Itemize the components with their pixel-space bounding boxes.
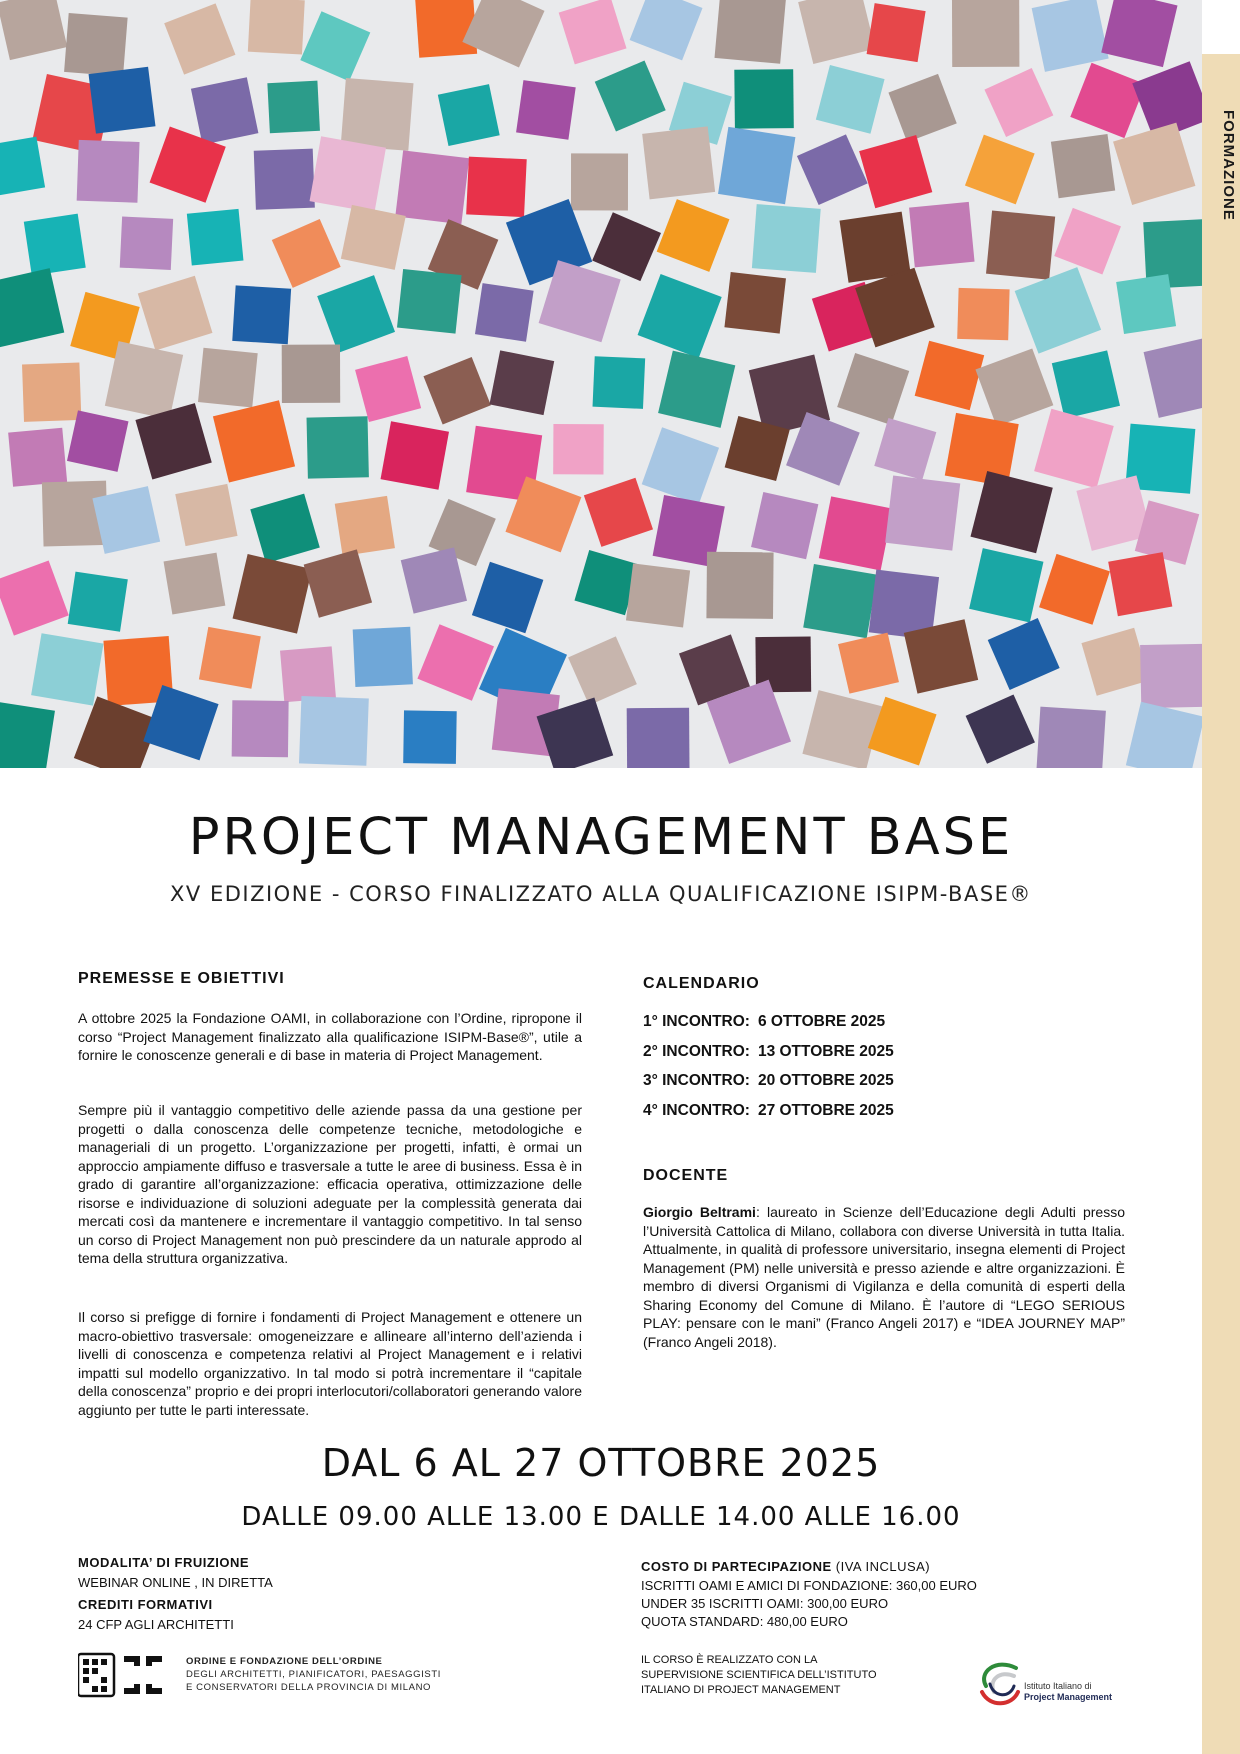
confetti-square — [657, 199, 730, 272]
confetti-square — [300, 11, 370, 81]
confetti-square — [1032, 0, 1109, 72]
confetti-square — [68, 572, 128, 632]
confetti-square — [885, 476, 960, 551]
confetti-square — [67, 410, 129, 472]
costo-line-3: QUOTA STANDARD: 480,00 EURO — [641, 1614, 848, 1629]
confetti-square — [724, 272, 786, 334]
confetti-square — [957, 288, 1009, 340]
confetti-square — [353, 627, 413, 687]
confetti-square — [250, 494, 320, 564]
confetti-square — [403, 710, 457, 764]
isipm-text — [1024, 1681, 1112, 1703]
sup-line-2: SUPERVISIONE SCIENTIFICA DELL’ISTITUTO — [641, 1669, 877, 1681]
confetti-square — [462, 0, 544, 67]
confetti-square — [627, 708, 690, 768]
calendar-item-number: 4° INCONTRO: — [643, 1102, 750, 1119]
calendar-item-number: 1° INCONTRO: — [643, 1013, 750, 1030]
confetti-square — [8, 428, 67, 487]
isipm-swirl-icon — [976, 1658, 1022, 1708]
confetti-square — [966, 694, 1035, 763]
confetti-square — [282, 344, 341, 403]
confetti-square — [593, 356, 646, 409]
confetti-square — [571, 153, 628, 210]
confetti-square — [859, 135, 932, 208]
course-dates: DAL 6 AL 27 OTTOBRE 2025 — [321, 1441, 881, 1485]
org-line-2: DEGLI ARCHITETTI, PIANIFICATORI, PAESAGGISTI — [186, 1669, 441, 1680]
sidebar-label: FORMAZIONE — [1220, 110, 1237, 221]
confetti-square — [341, 205, 406, 270]
confetti-square — [965, 135, 1035, 205]
confetti-square — [751, 492, 818, 559]
hero-confetti-artwork — [0, 0, 1202, 768]
confetti-square — [475, 283, 534, 342]
confetti-square — [254, 149, 315, 210]
confetti-square — [74, 696, 159, 768]
calendar-item-date: 27 OTTOBRE 2025 — [757, 1102, 894, 1119]
confetti-square — [0, 0, 67, 60]
org-line-3: E CONSERVATORI DELLA PROVINCIA DI MILANO — [186, 1682, 432, 1693]
confetti-square — [232, 285, 291, 344]
confetti-square — [658, 351, 735, 428]
confetti-square — [77, 140, 140, 203]
course-hours: DALLE 09.00 ALLE 13.00 E DALLE 14.00 ALLE 16.00 — [241, 1502, 961, 1532]
confetti-square — [1036, 707, 1106, 768]
confetti-square — [945, 413, 1019, 487]
calendar-item-date: 6 OTTOBRE 2025 — [757, 1013, 886, 1030]
confetti-square — [164, 3, 235, 74]
confetti-square — [874, 418, 936, 480]
confetti-square — [706, 552, 773, 619]
confetti-square — [734, 69, 794, 129]
confetti-square — [1052, 350, 1120, 418]
confetti-square — [838, 633, 899, 694]
premesse-paragraph-2: Sempre più il vantaggio competitivo delle aziende passa da una gestione per progetti o dalla conoscenza delle competenze tecniche, metodologiche e manageriali di un progetto. L’organizzazione per progetti, infatti, è ormai un approccio ampiamente diffuso e trasversale a tutte le aree di business. Essa è in grado di garantire all’organizzazione: efficacia operativa, ottimizzazione delle risorse e individuazione di soluzioni adeguate per la complessità generata dai mercati così da mantenere e incrementare il vantaggio competitivo. In tal senso un corso di Project Management non può prescindere da un naturale approdo al tema della struttura organizzativa. — [78, 1102, 582, 1266]
oami-logo — [78, 1652, 178, 1698]
isipm-line-2: Project Management — [1024, 1692, 1113, 1702]
isipm-line-1: Istituto Italiano di — [1024, 1681, 1092, 1691]
confetti-square — [595, 61, 666, 132]
confetti-square — [1081, 628, 1149, 696]
calendar-item-3 — [643, 1072, 894, 1090]
confetti-square — [984, 68, 1053, 137]
confetti-square — [559, 0, 627, 64]
calendar-item-date: 20 OTTOBRE 2025 — [757, 1072, 894, 1089]
calendar-item-date: 13 OTTOBRE 2025 — [757, 1043, 894, 1060]
confetti-square — [592, 212, 661, 281]
confetti-square — [802, 690, 882, 768]
confetti-square — [803, 564, 877, 638]
confetti-square — [837, 353, 909, 425]
page-title: PROJECT MANAGEMENT BASE — [188, 808, 1014, 867]
confetti-square — [568, 636, 637, 705]
confetti-square — [975, 348, 1053, 426]
confetti-square — [198, 348, 258, 408]
confetti-square — [1126, 702, 1202, 768]
confetti-square — [89, 67, 156, 134]
confetti-square — [752, 204, 821, 273]
confetti-square — [138, 276, 213, 351]
confetti-square — [0, 561, 69, 636]
confetti-square — [642, 126, 715, 199]
confetti-square — [797, 134, 868, 205]
sidebar-band — [1202, 54, 1240, 1754]
confetti-squares — [0, 0, 1202, 768]
confetti-square — [1070, 63, 1145, 138]
confetti-square — [642, 427, 719, 504]
confetti-square — [819, 496, 893, 570]
confetti-square — [0, 701, 55, 768]
docente-name: Giorgio Beltrami — [643, 1204, 756, 1220]
confetti-square — [1144, 337, 1202, 418]
modalita-value: WEBINAR ONLINE , IN DIRETTA — [78, 1575, 273, 1590]
docente-bio — [643, 1203, 1125, 1351]
confetti-square — [516, 80, 576, 140]
confetti-square — [310, 136, 386, 212]
isipm-logo — [976, 1658, 1022, 1708]
confetti-square — [272, 219, 341, 288]
confetti-square — [1116, 274, 1176, 334]
confetti-square — [718, 127, 795, 204]
confetti-square — [199, 627, 261, 689]
oami-organization-text — [186, 1655, 486, 1694]
confetti-square — [1034, 409, 1114, 489]
confetti-square — [105, 341, 183, 419]
confetti-square — [839, 212, 910, 283]
confetti-square — [355, 356, 421, 422]
confetti-square — [423, 357, 490, 424]
premesse-heading: PREMESSE E OBIETTIVI — [78, 970, 285, 987]
confetti-square — [1039, 554, 1110, 625]
confetti-square — [638, 274, 722, 358]
confetti-square — [120, 217, 173, 270]
crediti-heading: CREDITI FORMATIVI — [78, 1597, 213, 1612]
confetti-square — [816, 65, 885, 134]
confetti-square — [714, 0, 785, 64]
supervision-text — [641, 1653, 941, 1698]
confetti-square — [381, 421, 449, 489]
confetti-square — [1140, 644, 1202, 708]
confetti-square — [164, 553, 226, 615]
calendar-item-number: 3° INCONTRO: — [643, 1072, 750, 1089]
docente-bio-text: : laureato in Scienze dell’Educazione degli Adulti presso l’Università Cattolica di Milano, collabora con diverse Università in tutta Italia. Attualmente, in qualità di professore universitario, insegna elementi di Project Management (PM) nelle università e presso aziende e altre organizzazioni. È membro di diversi Organismi di Vigilanza e della comunità di esperti della Sharing Economy del Comune di Milano. È l’autore di “LEGO SERIOUS PLAY: pensare con le mani” (Franco Angeli 2017) e “IDEA JOURNEY MAP” (Franco Angeli 2018). — [643, 1204, 1125, 1350]
confetti-square — [317, 275, 395, 353]
confetti-square — [415, 0, 477, 58]
confetti-square — [867, 3, 926, 62]
costo-line-1: ISCRITTI OAMI E AMICI DI FONDAZIONE: 360,00 EURO — [641, 1578, 977, 1593]
confetti-square — [1108, 552, 1172, 616]
confetti-square — [969, 548, 1043, 622]
confetti-square — [233, 554, 313, 634]
costo-note: (IVA INCLUSA) — [835, 1559, 931, 1574]
sup-line-3: ITALIANO DI PROJECT MANAGEMENT — [641, 1684, 841, 1696]
confetti-square — [798, 0, 875, 64]
confetti-square — [986, 211, 1055, 280]
confetti-square — [626, 563, 690, 627]
confetti-square — [248, 0, 305, 54]
confetti-square — [466, 157, 527, 218]
confetti-square — [395, 150, 469, 224]
confetti-square — [988, 618, 1060, 690]
confetti-square — [0, 137, 45, 197]
confetti-square — [1101, 0, 1177, 67]
confetti-square — [31, 633, 103, 705]
confetti-square — [304, 549, 372, 617]
confetti-square — [1051, 134, 1115, 198]
calendar-item-2 — [643, 1043, 894, 1061]
calendario-heading: CALENDARIO — [643, 975, 760, 992]
confetti-square — [584, 478, 653, 547]
confetti-square — [1054, 208, 1121, 275]
confetti-square — [24, 214, 86, 276]
confetti-square — [64, 13, 128, 77]
confetti-square — [553, 424, 604, 475]
confetti-square — [489, 350, 554, 415]
oami-logo-icon — [78, 1652, 178, 1698]
confetti-square — [22, 363, 81, 422]
confetti-square — [335, 496, 395, 556]
confetti-square — [630, 0, 703, 60]
confetti-square — [952, 0, 1019, 67]
docente-heading: DOCENTE — [643, 1167, 729, 1184]
calendar-item-1 — [643, 1013, 885, 1031]
costo-line-2: UNDER 35 ISCRITTI OAMI: 300,00 EURO — [641, 1596, 889, 1611]
premesse-paragraph-1: A ottobre 2025 la Fondazione OAMI, in collaborazione con l’Ordine, ripropone il corso “Project Management finalizzato alla qualificazione ISIPM-Base®”, utile a fornire le conoscenze generali e di base in materia di Project Management. — [78, 1010, 582, 1063]
confetti-square — [915, 341, 985, 411]
costo-title: COSTO DI PARTECIPAZIONE — [641, 1559, 832, 1574]
modalita-heading: MODALITA’ DI FRUIZIONE — [78, 1555, 250, 1570]
confetti-square — [92, 486, 160, 554]
confetti-square — [438, 84, 500, 146]
confetti-square — [1015, 267, 1101, 353]
confetti-square — [213, 400, 295, 482]
confetti-square — [187, 209, 244, 266]
confetti-square — [267, 81, 320, 134]
confetti-square — [970, 471, 1052, 553]
page-subtitle: XV EDIZIONE - CORSO FINALIZZATO ALLA QUALIFICAZIONE ISIPM-BASE® — [170, 882, 1032, 906]
confetti-square — [909, 202, 974, 267]
costo-heading — [641, 1559, 930, 1574]
sup-line-1: IL CORSO È REALIZZATO CON LA — [641, 1654, 818, 1666]
confetti-square — [0, 268, 64, 347]
confetti-square — [280, 646, 336, 702]
confetti-square — [299, 696, 369, 766]
org-line-1: ORDINE E FONDAZIONE DELL’ORDINE — [186, 1656, 383, 1667]
crediti-value: 24 CFP AGLI ARCHITETTI — [78, 1617, 234, 1632]
confetti-square — [888, 74, 956, 142]
confetti-square — [191, 77, 258, 144]
calendar-item-number: 2° INCONTRO: — [643, 1043, 750, 1060]
confetti-square — [472, 562, 544, 634]
confetti-square — [341, 78, 414, 151]
confetti-square — [307, 416, 369, 478]
confetti-square — [397, 269, 462, 334]
calendar-item-4 — [643, 1102, 894, 1120]
confetti-square — [232, 700, 289, 757]
confetti-square — [175, 484, 237, 546]
premesse-paragraph-3: Il corso si prefigge di fornire i fondamenti di Project Management e ottenere un macro-obiettivo trasversale: omogeneizzare e allineare all’interno dell’azienda i livelli di conoscenza e competenza relativi al Project Management e i relativi impatti sul modello organizzativo. In tal modo si potrà incrementare il “capitale della conoscenza” proprio e dei propri interlocutori/collaboratori generando valore aggiunto per tutte le parti interessate. — [78, 1309, 582, 1418]
